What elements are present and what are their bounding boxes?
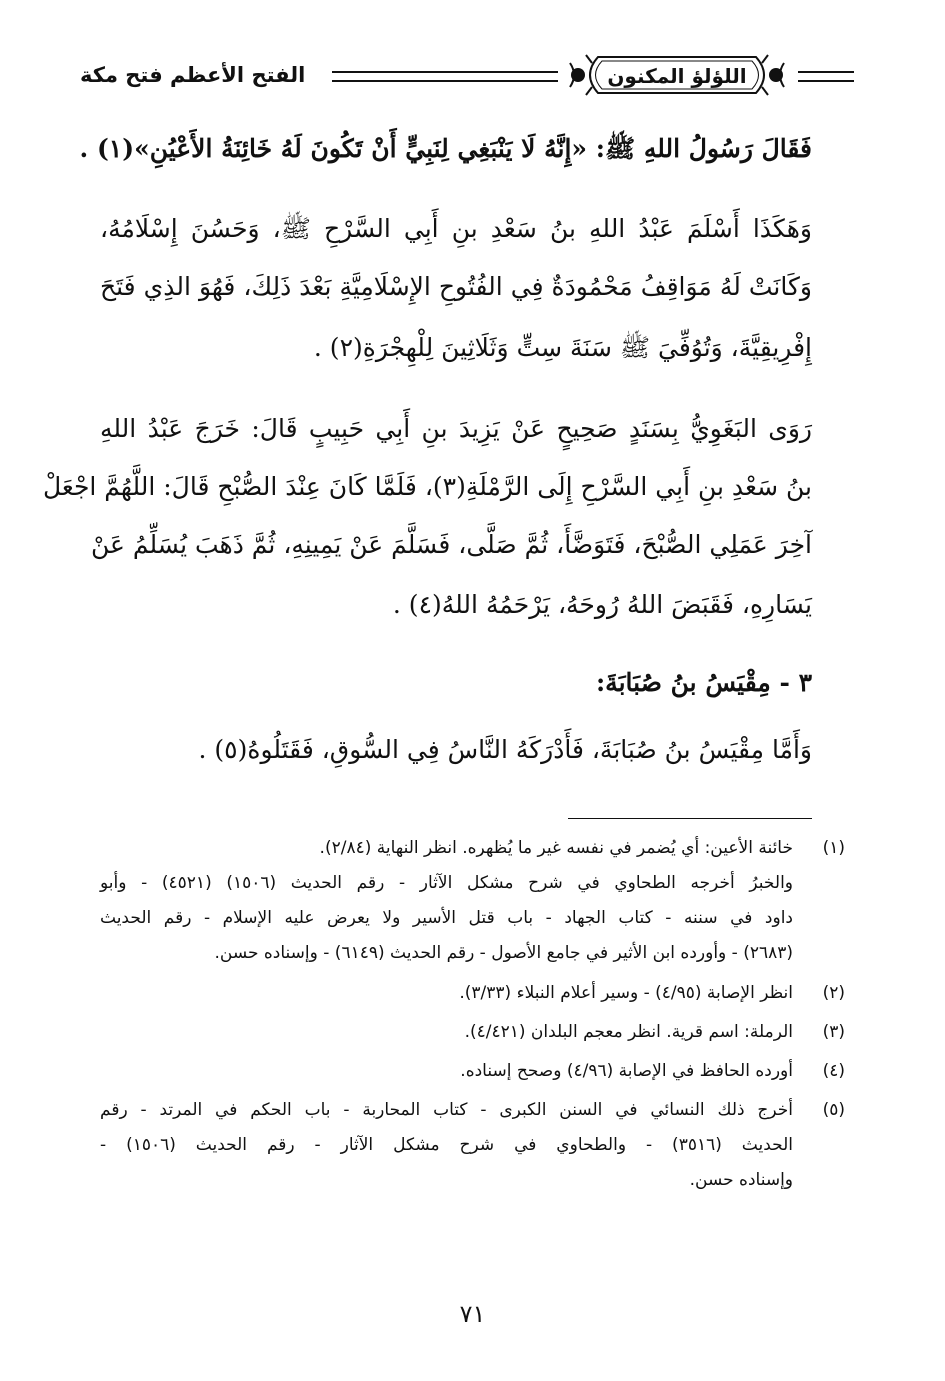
footnote-text: الحديث (٣٥١٦) - والطحاوي في شرح مشكل الآثار - رقم الحديث (١٥٠٦) - (100, 1135, 794, 1155)
text-line: رَوَى البَغَوِيُّ بِسَنَدٍ صَحِيحٍ عَنْ يَزِيدَ بنِ أَبِي حَبِيبٍ قَالَ: خَرَجَ عَبْدُ اللهِ (100, 414, 812, 443)
footnote-text: داود في سننه - كتاب الجهاد - باب قتل الأسير ولا يعرض عليه الإسلام - رقم الحديث (100, 908, 793, 928)
footnote-number: (٢) (822, 983, 845, 1003)
page-header (70, 45, 870, 105)
book-title: اللؤلؤ المكنون (607, 64, 747, 88)
footnote-text: خائنة الأعين: أي يُضمر في نفسه غير ما يُظهره. انظر النهاية (٢/٨٤). (319, 838, 793, 858)
footnote-text: (٢٦٨٣) - وأورده ابن الأثير في جامع الأصول - رقم الحديث (٦١٤٩) - وإسناده حسن. (214, 943, 793, 963)
footnote-number: (٥) (822, 1100, 845, 1120)
footnote-text: انظر الإصابة (٤/٩٥) - وسير أعلام النبلاء (٣/٣٣). (459, 983, 793, 1003)
footnote-text: أخرج ذلك النسائي في السنن الكبرى - كتاب المحاربة - باب الحكم في المرتد - رقم (100, 1100, 793, 1120)
text-line: آخِرَ عَمَلِي الصُّبْحَ، فَتَوَضَّأَ، ثُمَّ صَلَّى، فَسَلَّمَ عَنْ يَمِينِهِ، ثُمَّ ذَهَبَ يُسَلِّمُ عَنْ (90, 530, 812, 559)
text-line: فَقَالَ رَسُولُ اللهِ ﷺ: «إِنَّهُ لَا يَنْبَغِي لِنَبِيٍّ أَنْ تَكُونَ لَهُ خَائِنَةُ الأَعْيُنِ»(١) . (79, 134, 812, 163)
page-number: ٧١ (459, 1300, 486, 1328)
footnote-number: (١) (822, 838, 845, 858)
footnote-text: والخبرُ أخرجه الطحاوي في شرح مشكل الآثار - رقم الحديث (١٥٠٦) (٤٥٢١) - وأبو (100, 873, 793, 893)
text-line: وَكَانَتْ لَهُ مَوَاقِفُ مَحْمُودَةٌ فِي الفُتُوحِ الإِسْلَامِيَّةِ بَعْدَ ذَلِكَ، فَهُوَ الذِي فَتَحَ (100, 272, 812, 301)
text-line: إِفْرِيقِيَّةَ، وَتُوُفِّيَ ﷺ سَنَةَ سِتٍّ وَثَلَاثِينَ لِلْهِجْرَةِ(٢) . (313, 333, 812, 362)
text-line: يَسَارِهِ، فَقَبَضَ اللهُ رُوحَهُ، يَرْحَمُهُ اللهُ(٤) . (392, 590, 812, 619)
footnote-number: (٣) (822, 1022, 845, 1042)
footnote-text: وإسناده حسن. (689, 1170, 793, 1190)
chapter-title: الفتح الأعظم فتح مكة (80, 63, 306, 87)
footnote-text: الرملة: اسم قرية. انظر معجم البلدان (٤/٤٢١). (464, 1022, 793, 1042)
footnote-text: أورده الحافظ في الإصابة (٤/٩٦) وصحح إسناده. (460, 1061, 793, 1081)
footnote-number: (٤) (822, 1061, 845, 1081)
text-line: بنُ سَعْدِ بنِ أَبِي السَّرْحِ إِلَى الرَّمْلَةِ(٣)، فَلَمَّا كَانَ عِنْدَ الصُّبْحِ قَالَ: اللَّهُمَّ اجْعَلْ (42, 472, 812, 501)
header-rule-middle (332, 71, 558, 82)
text-line: وَأَمَّا مِقْيَسُ بنُ صُبَابَةَ، فَأَدْرَكَهُ النَّاسُ فِي السُّوقِ، فَقَتَلُوهُ(٥) . (198, 735, 812, 764)
section-heading: ٣ - مِقْيَسُ بنُ صُبَابَةَ: (595, 668, 812, 697)
footnote-separator (568, 818, 812, 819)
header-rule-right (798, 71, 854, 82)
text-line: وَهَكَذَا أَسْلَمَ عَبْدُ اللهِ بنُ سَعْدِ بنِ أَبِي السَّرْحِ ﷺ، وَحَسُنَ إِسْلَامُهُ، (100, 214, 812, 243)
